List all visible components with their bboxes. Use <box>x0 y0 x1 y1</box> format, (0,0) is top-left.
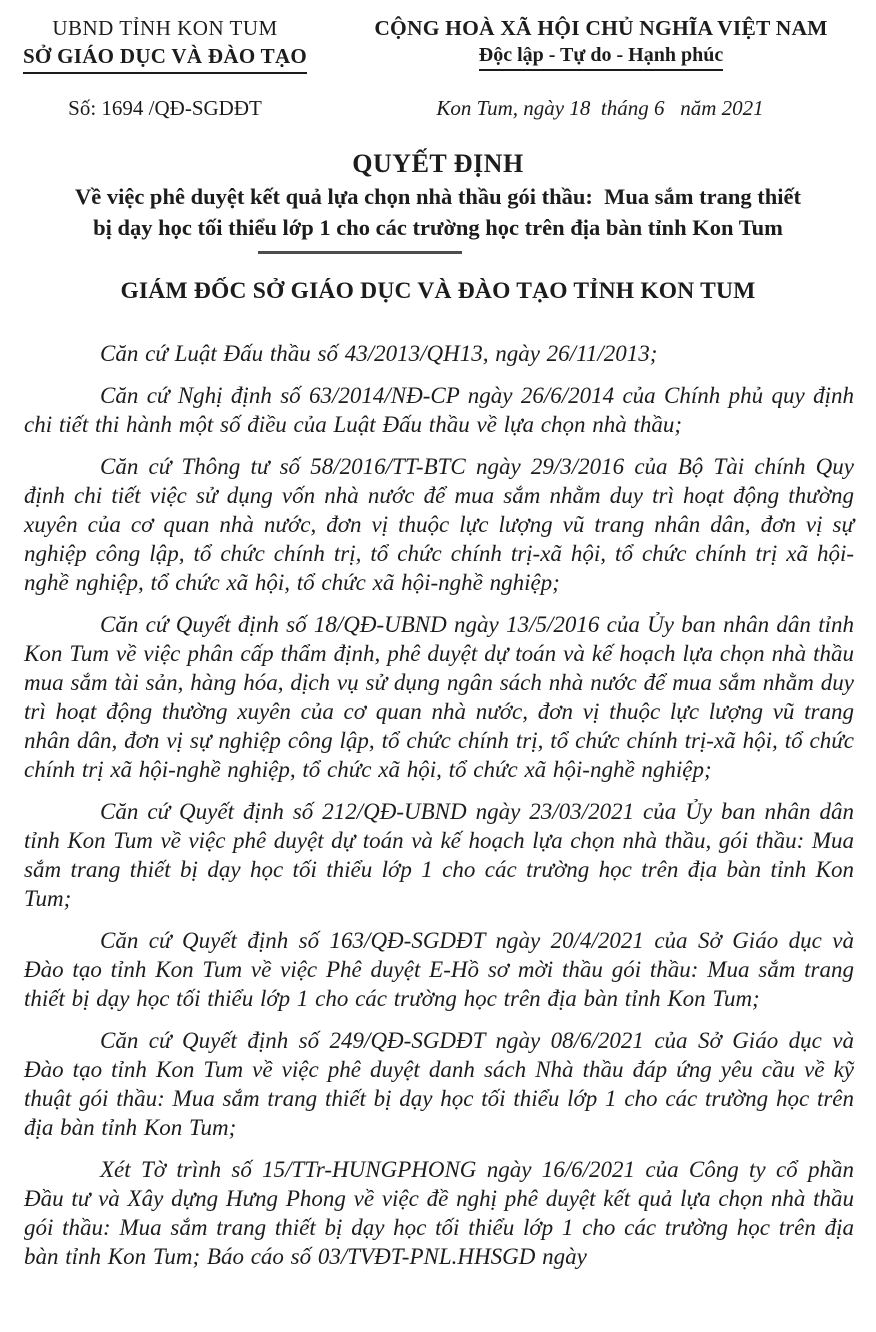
body-paragraph: Căn cứ Quyết định số 249/QĐ-SGDĐT ngày 08/6/2021 của Sở Giáo dục và Đào tạo tỉnh Kon Tum về việc phê duyệt danh sách Nhà thầu đáp ứng yêu cầu về kỹ thuật gói thầu: Mua sắm trang thiết bị dạy học tối thiểu lớp 1 cho các trường học trên địa bàn tỉnh Kon Tum; <box>24 1028 854 1140</box>
decision-subject-line: bị dạy học tối thiểu lớp 1 cho các trường học trên địa bàn tỉnh Kon Tum <box>93 215 783 240</box>
body-paragraph: Căn cứ Thông tư số 58/2016/TT-BTC ngày 29/3/2016 của Bộ Tài chính Quy định chi tiết việc sử dụng vốn nhà nước để mua sắm nhằm duy trì hoạt động thường xuyên của cơ quan nhà nước, đơn vị thuộc lực lượng vũ trang nhân dân, đơn vị sự nghiệp công lập, tổ chức chính trị, tổ chức chính trị-xã hội, tổ chức chính trị xã hội-nghề nghiệp, tổ chức xã hội, tổ chức xã hội-nghề nghiệp; <box>24 454 854 595</box>
issuer-name-wrap <box>0 44 330 74</box>
issuer-block <box>0 16 330 74</box>
issuer-parent-org: UBND TỈNH KON TUM <box>52 16 278 40</box>
body-paragraph: Căn cứ Quyết định số 18/QĐ-UBND ngày 13/5/2016 của Ủy ban nhân dân tỉnh Kon Tum về việc phân cấp thẩm định, phê duyệt dự toán và kế hoạch lựa chọn nhà thầu mua sắm tài sản, hàng hóa, dịch vụ sử dụng ngân sách nhà nước để mua sắm nhằm duy trì hoạt động thường xuyên của cơ quan nhà nước, đơn vị thuộc lực lượng vũ trang nhân dân, đơn vị sự nghiệp công lập, tổ chức chính trị, tổ chức chính trị-xã hội, tổ chức chính trị xã hội-nghề nghiệp, tổ chức xã hội, tổ chức xã hội-nghề nghiệp; <box>24 612 854 782</box>
body-paragraph: Căn cứ Nghị định số 63/2014/NĐ-CP ngày 26/6/2014 của Chính phủ quy định chi tiết thi hành một số điều của Luật Đấu thầu về lựa chọn nhà thầu; <box>24 383 854 437</box>
decision-heading: QUYẾT ĐỊNH <box>352 149 524 178</box>
body-paragraph: Xét Tờ trình số 15/TTr-HUNGPHONG ngày 16/6/2021 của Công ty cổ phần Đầu tư và Xây dựng Hưng Phong về việc đề nghị phê duyệt kết quả lựa chọn nhà thầu gói thầu: Mua sắm trang thiết bị dạy học tối thiểu lớp 1 cho các trường học trên địa bàn tỉnh Kon Tum; Báo cáo số 03/TVĐT-PNL.HHSGD ngày <box>24 1157 854 1269</box>
authority-heading: GIÁM ĐỐC SỞ GIÁO DỤC VÀ ĐÀO TẠO TỈNH KON TUM <box>120 278 756 304</box>
national-block <box>330 16 876 74</box>
document-body <box>0 339 876 1271</box>
body-paragraph: Căn cứ Quyết định số 163/QĐ-SGDĐT ngày 20/4/2021 của Sở Giáo dục và Đào tạo tỉnh Kon Tum về việc Phê duyệt E-Hồ sơ mời thầu gói thầu: Mua sắm trang thiết bị dạy học tối thiểu lớp 1 cho các trường học trên địa bàn tỉnh Kon Tum; <box>24 928 854 1011</box>
document-number: Số: 1694 /QĐ-SGDĐT <box>68 96 262 120</box>
national-motto: Độc lập - Tự do - Hạnh phúc <box>479 44 723 71</box>
place-and-date: Kon Tum, ngày 18 tháng 6 năm 2021 <box>436 96 764 120</box>
title-block <box>0 149 876 254</box>
decision-subject <box>0 181 876 243</box>
national-motto-wrap <box>330 44 872 71</box>
issuer-org-name: SỞ GIÁO DỤC VÀ ĐÀO TẠO <box>23 44 307 74</box>
decision-subject-line: Về việc phê duyệt kết quả lựa chọn nhà thầu gói thầu: Mua sắm trang thiết <box>74 184 802 209</box>
national-title: CỘNG HOÀ XÃ HỘI CHỦ NGHĨA VIỆT NAM <box>374 16 828 40</box>
title-divider <box>258 251 462 254</box>
meta-row <box>0 96 876 121</box>
body-paragraph: Căn cứ Luật Đấu thầu số 43/2013/QH13, ngày 26/11/2013; <box>100 341 658 366</box>
body-paragraph: Căn cứ Quyết định số 212/QĐ-UBND ngày 23/03/2021 của Ủy ban nhân dân tỉnh Kon Tum về việc phê duyệt dự toán và kế hoạch lựa chọn nhà thầu, gói thầu: Mua sắm trang thiết bị dạy học tối thiểu lớp 1 cho các trường học trên địa bàn tỉnh Kon Tum; <box>24 799 854 911</box>
document-header <box>0 16 876 74</box>
